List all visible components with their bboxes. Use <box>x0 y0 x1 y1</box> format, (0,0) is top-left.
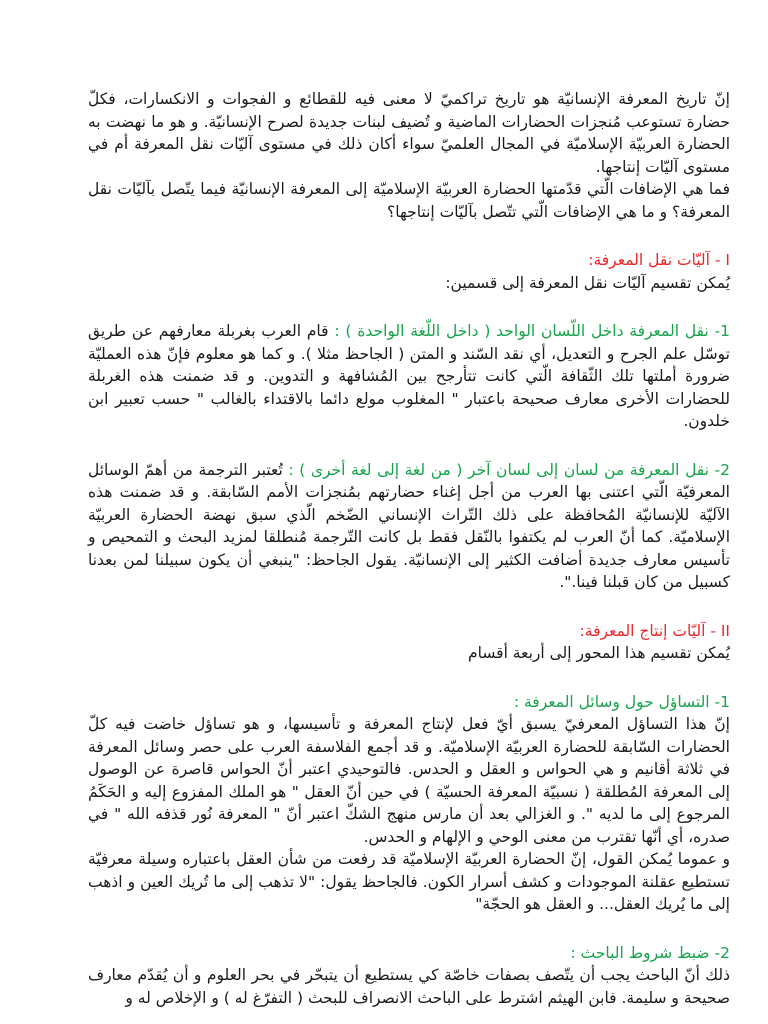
section-1-item-1-label: 1- نقل المعرفة داخل اللّسان الواحد ( داخل اللّغة الواحدة ) : <box>334 322 730 340</box>
intro-question: فما هي الإضافات الّتي قدّمتها الحضارة العربيّة الإسلاميّة إلى المعرفة الإنسانيّة فيما يتّصل بآليّات نقل المعرفة؟ و ما هي الإضافات الّتي تتّصل بآليّات إنتاجها؟ <box>88 180 730 221</box>
section-1-item-2 <box>88 459 730 594</box>
section-1-item-2-label: 2- نقل المعرفة من لسان إلى لسان آخر ( من لغة إلى لغة أخرى ) : <box>288 460 731 479</box>
section-1-intro: يُمكن تقسيم آليّات نقل المعرفة إلى قسمين: <box>445 273 730 292</box>
section-2-intro: يُمكن تقسيم هذا المحور إلى أربعة أقسام <box>468 644 730 662</box>
section-1-item-2-text: تُعتبر الترجمة من أهمّ الوسائل المعرفيّة الّتي اعتنى بها العرب من أجل إغناء حضارتهم بمُنجزات الأمم السّابقة. و قد ضمنت هذه الآليّة للإنسانيّة المُحافظة على ذلك التّراث الإنساني الضّخم الّذي سبق نهضة الحضارة العربيّة الإسلاميّة. كما أنّ العرب لم يكتفوا بالنّقل فقط بل كانت التّرجمة مُنطلقا لمزيد البحث و التمحيص و تأسيس معارف جديدة أضافت الكثير إلى الإنسانيّة. يقول الجاحظ: "ينبغي أن يكون سبيلنا لمن بعدنا كسبيل من كان قبلنا فينا.". <box>88 460 730 591</box>
section-2-item-1-text: إنّ هذا التساؤل المعرفيّ يسبق أيّ فعل لإنتاج المعرفة و تأسيسها، و هو تساؤل خاضت فيه كلّ الحضارات السّابقة للحضارة العربيّة الإسلاميّة. و قد أجمع الفلاسفة العرب على حصر وسائل المعرفة في ثلاثة أقانيم و هي الحواس و العقل و الحدس. فالتوحيدي اعتبر أنّ الحواس قاصرة عن الوصول إلى المعرفة المُطلقة ( نسبيّة المعرفة الحسيّة ) في حين أنّ العقل " هو الملك المفزوع إليه و الحَكَمُ المرجوع إلى ما لديه ". و الغزالي بعد أن مارس منهج الشكّ اعتبر أنّ " المعرفة نُور قذفه الله " في صدره، أي أنّها تقترب من معنى الوحي و الإلهام و الحدس. <box>88 715 730 846</box>
document-content <box>88 88 730 1009</box>
section-1-item-1 <box>88 320 730 433</box>
section-1-item-1-text: قام العرب بغربلة معارفهم عن طريق توسّل علم الجرح و التعديل، أي نقد السّند و المتن ( الجاحظ مثلا ). و كما هو معلوم فإنّ هذه العمليّة ضرورة أملتها تلك الثّقافة الّتي كانت تتأرجح بين المُشافهة و التدوين. و قد ضمنت هذه الغربلة للحضارات الأخرى معارف صحيحة باعتبار " المغلوب مولع دائما بالاقتداء بالغالب " حسب تعبير ابن خلدون. <box>88 322 730 430</box>
section-2-item-2-text: ذلك أنّ الباحث يجب أن يتّصف بصفات خاصّة كي يستطيع أن يتبحّر في بحر العلوم و أن يُقدّم معارف صحيحة و سليمة. فابن الهيثم اشترط على الباحث الانصراف للبحث ( التفرّغ له ) و الإخلاص له و <box>88 966 730 1007</box>
intro-paragraph: إنّ تاريخ المعرفة الإنسانيّة هو تاريخ تراكميّ لا معنى فيه للقطائع و الفجوات و الانكسارات، فكلّ حضارة تستوعب مُنجزات الحضارات الماضية و تُضيف لبنات جديدة لصرح الإنسانيّة. و هو ما نهضت به الحضارة العربيّة الإسلاميّة في المجال العلميّ سواء أكان ذلك في مستوى آليّات نقل المعرفة أم في مستوى آليّات إنتاجها. <box>88 90 730 176</box>
section-1-title: I - آليّات نقل المعرفة: <box>588 251 730 269</box>
section-2-item-1-label: 1- التساؤل حول وسائل المعرفة : <box>513 692 730 711</box>
section-2-title: II - آليّات إنتاج المعرفة: <box>579 621 730 640</box>
section-2-item-1-text-2: و عموما يُمكن القول، إنّ الحضارة العربيّة الإسلاميّة قد رفعت من شأن العقل باعتباره وسيلة معرفيّة تستطيع عقلنة الموجودات و كشف أسرار الكون. فالجاحظ يقول: "لا تذهب إلى ما تُريك العين و اذهب إلى ما يُريك العقل... و العقل هو الحجّة" <box>88 850 730 913</box>
section-2-item-2-label: 2- ضبط شروط الباحث : <box>570 943 730 962</box>
